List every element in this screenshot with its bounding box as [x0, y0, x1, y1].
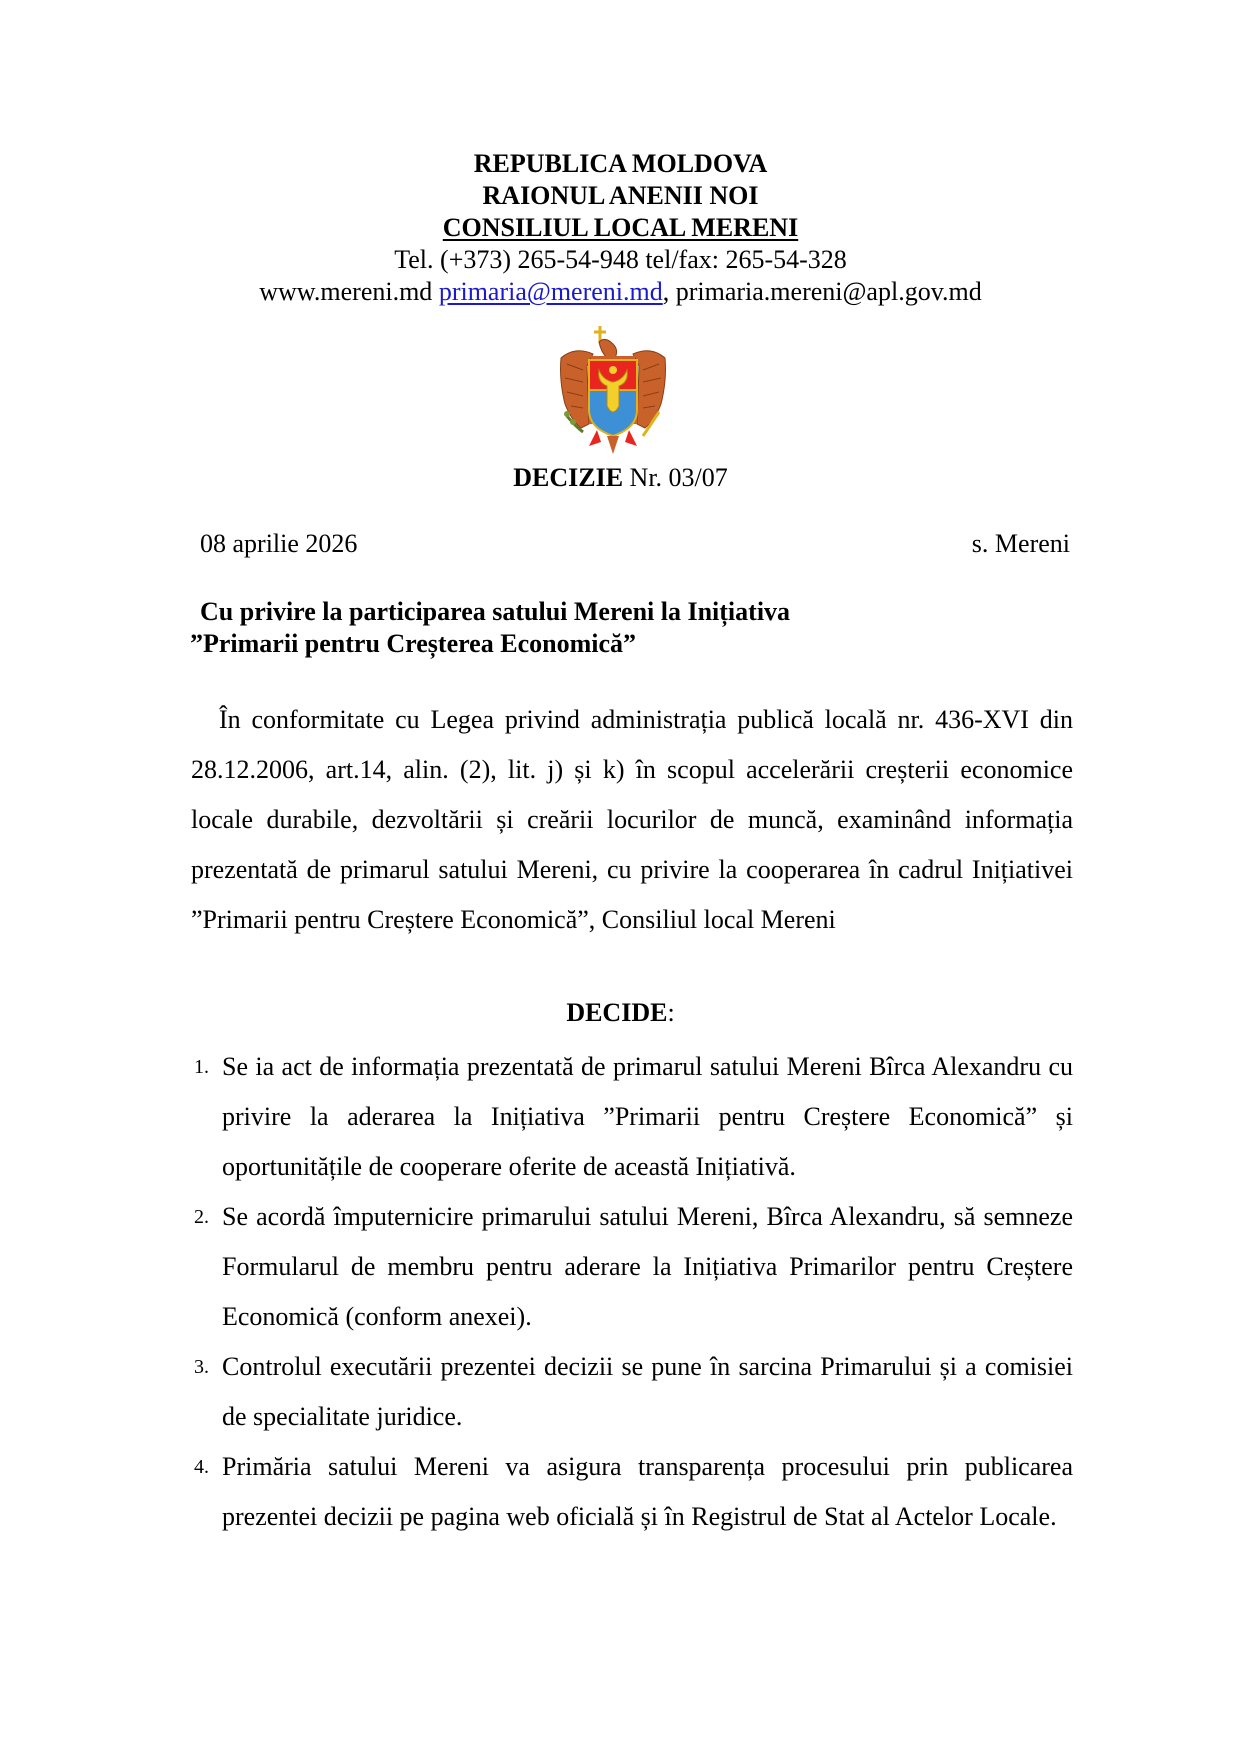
contact-line: [0, 276, 1241, 308]
item-text: Controlul executării prezentei decizii se pune în sarcina Primarului și a comisiei de specialitate juridice.: [222, 1352, 1073, 1431]
country-name: REPUBLICA MOLDOVA: [473, 149, 768, 178]
date-place-row: [200, 528, 1070, 560]
item-text: Se acordă împuternicire primarului satului Mereni, Bîrca Alexandru, să semneze Formularul de membru pentru aderare la Inițiativa Primarilor pentru Creștere Economică (conform anexei).: [222, 1202, 1073, 1331]
decision-date: 08 aprilie 2026: [200, 529, 358, 558]
email-link[interactable]: primaria@mereni.md: [438, 277, 663, 306]
district-name: RAIONUL ANENII NOI: [482, 181, 759, 210]
letterhead: [0, 148, 1241, 308]
decision-title: [0, 462, 1241, 494]
secondary-email-text: primaria.mereni@apl.gov.md: [675, 277, 982, 306]
subject-line-1: Cu privire la participarea satului Mereni la Inițiativa: [200, 597, 791, 626]
item-number: 4.: [194, 1456, 209, 1478]
council-name: CONSILIUL LOCAL MERENI: [442, 213, 799, 242]
phone-line: Tel. (+373) 265-54-948 tel/fax: 265-54-328: [394, 245, 847, 274]
decide-colon: :: [667, 998, 675, 1027]
item-number: 2.: [194, 1206, 209, 1228]
website-text: www.mereni.md: [259, 277, 433, 306]
subject-line-2: ”Primarii pentru Creșterea Economică”: [190, 629, 636, 658]
item-number: 1.: [194, 1056, 209, 1078]
decision-item: [190, 1442, 1073, 1542]
decision-place: s. Mereni: [971, 529, 1070, 558]
decision-number: Nr. 03/07: [623, 463, 728, 492]
decision-subject: [190, 596, 1090, 660]
decision-item: [190, 1342, 1073, 1442]
decision-label: DECIZIE: [513, 463, 624, 492]
item-text: Se ia act de informația prezentată de primarul satului Mereni Bîrca Alexandru cu privire la aderarea la Inițiativa ”Primarii pentru Creștere Economică” și oportunitățile de cooperare oferite de această Inițiativă.: [222, 1052, 1073, 1181]
moldova-coat-of-arms-icon: [553, 320, 673, 460]
item-number: 3.: [194, 1356, 209, 1378]
preamble-paragraph: În conformitate cu Legea privind administrația publică locală nr. 436-XVI din 28.12.2006, art.14, alin. (2), lit. j) și k) în scopul accelerării creșterii economice locale durabile, dezvoltării și creării locurilor de muncă, examinând informația prezentată de primarul satului Mereni, cu privire la cooperarea în cadrul Inițiativei ”Primarii pentru Creștere Economică”, Consiliul local Mereni: [191, 705, 1073, 934]
decision-item: [190, 1192, 1073, 1342]
decision-item: [190, 1042, 1073, 1192]
decide-heading: [0, 997, 1241, 1029]
email-separator: ,: [662, 277, 676, 306]
item-text: Primăria satului Mereni va asigura transparența procesului prin publicarea prezentei decizii pe pagina web oficială și în Registrul de Stat al Actelor Locale.: [222, 1452, 1073, 1531]
decision-list: [190, 1042, 1073, 1542]
decide-label: DECIDE: [566, 998, 668, 1027]
